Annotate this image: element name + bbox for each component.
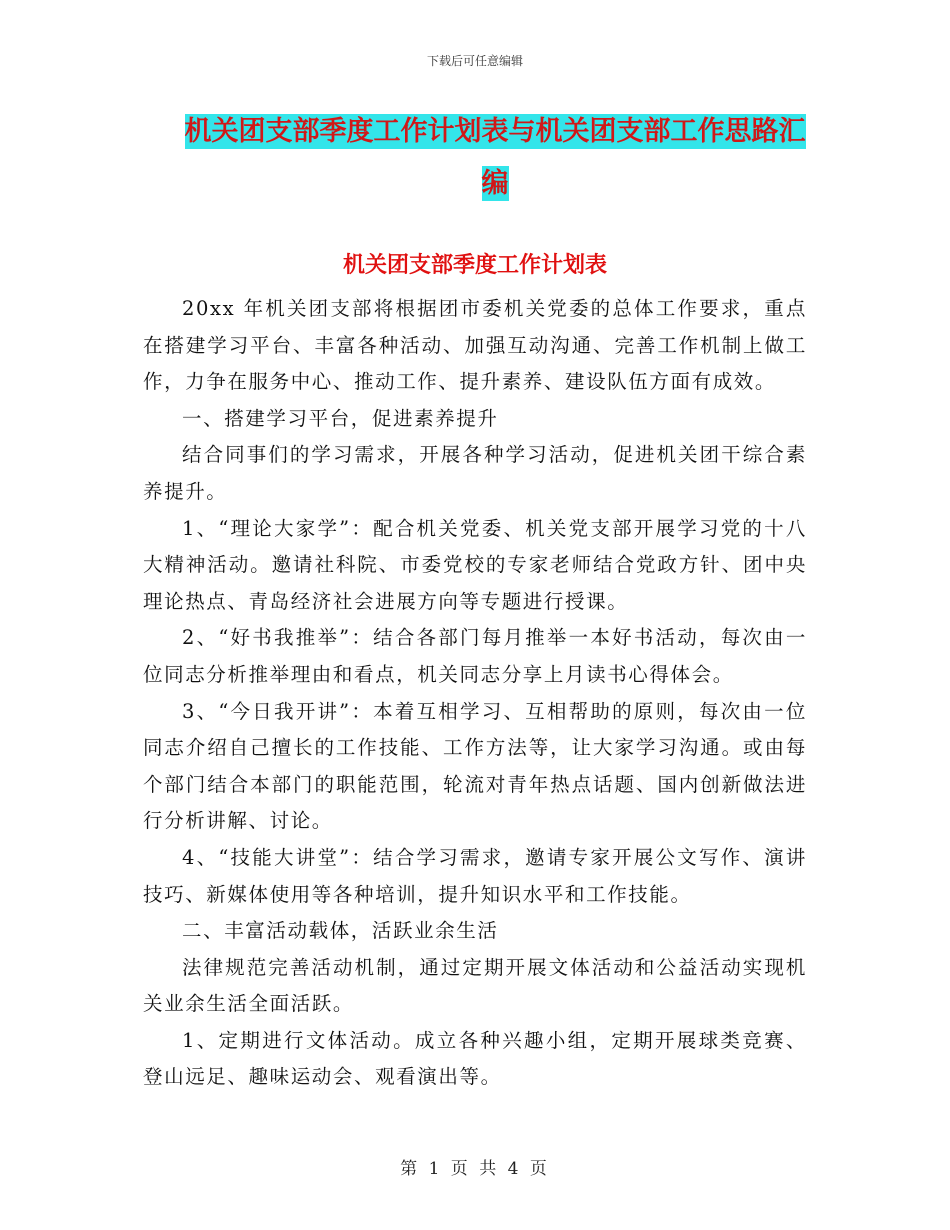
paragraph-heading-1: 一、搭建学习平台，促进素养提升 [182,406,499,430]
paragraph-heading-2: 二、丰富活动载体，活跃业余生活 [182,919,499,943]
page-footer: 第 1 页 共 4 页 [400,1159,550,1179]
header-note: 下载后可任意编辑 [426,54,523,68]
paragraph: 结合同事们的学习需求，开展各种学习活动，促进机关团干综合素养提升。 [143,443,807,503]
paragraph: 法律规范完善活动机制，通过定期开展文体活动和公益活动实现机关业余生活全面活跃。 [143,955,807,1016]
paragraph-item-2: 2、“好书我推举”：结合各部门每月推举一本好书活动，每次由一位同志分析推举理由和看点，机关同志分享上月读书心得体会。 [143,626,807,686]
main-title [175,106,815,210]
main-title-text: 机关团支部季度工作计划表与机关团支部工作思路汇编 [184,116,806,199]
paragraph-item-3: 3、“今日我开讲”：本着互相学习、互相帮助的原则，每次由一位同志介绍自己擅长的工作技能、工作方法等，让大家学习沟通。或由每个部门结合本部门的职能范围，轮流对青年热点话题、国内创新做法进行分析讲解、讨论。 [143,699,807,833]
section-title: 机关团支部季度工作计划表 [342,253,607,278]
paragraph-item-4: 4、“技能大讲堂”：结合学习需求，邀请专家开展公文写作、演讲技巧、新媒体使用等各种培训，提升知识水平和工作技能。 [143,845,807,906]
body-text [143,291,807,1096]
paragraph-item-1: 1、“理论大家学”：配合机关党委、机关党支部开展学习党的十八大精神活动。邀请社科院、市委党校的专家老师结合党政方针、团中央理论热点、青岛经济社会进展方向等专题进行授课。 [143,516,807,613]
paragraph-item-1b: 1、定期进行文体活动。成立各种兴趣小组，定期开展球类竞赛、登山远足、趣味运动会、观看演出等。 [143,1028,807,1089]
paragraph-intro: 20xx 年机关团支部将根据团市委机关党委的总体工作要求，重点在搭建学习平台、丰富各种活动、加强互动沟通、完善工作机制上做工作，力争在服务中心、推动工作、提升素养、建设队伍方面有成效。 [143,297,807,394]
